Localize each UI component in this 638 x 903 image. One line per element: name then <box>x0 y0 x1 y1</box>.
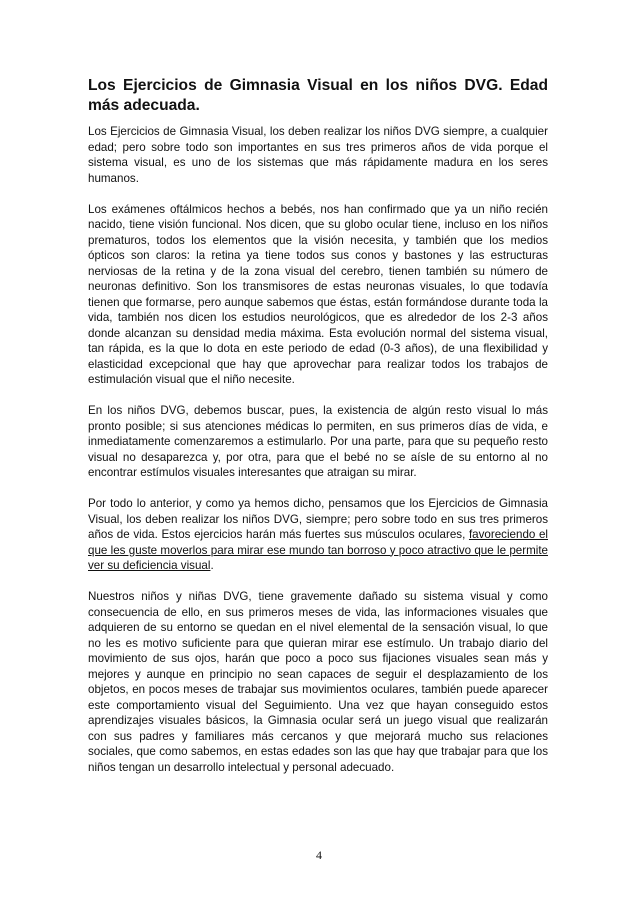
page-number: 4 <box>316 848 322 862</box>
paragraph-5: Nuestros niños y niñas DVG, tiene gravemente dañado su sistema visual y como consecuencia de ello, en sus primeros meses de vida, las informaciones visuales que adquieren de su entorno se quedan en el nivel elemental de la sensación visual, lo que no les es motivo suficiente para que quieran mirar ese estímulo. Un trabajo diario del movimiento de sus ojos, harán que poco a poco sus fijaciones visuales sean más y mejores y aunque en principio no sean capaces de seguir el desplazamiento de los objetos, en pocos meses de trabajar sus movimientos oculares, también puede aparecer este comportamiento visual del Seguimiento. Una vez que hayan conseguido estos aprendizajes visuales básicos, la Gimnasia ocular será un juego visual que realizarán con sus padres y familiares más cercanos y que mejorará mucho sus relaciones sociales, que como sabemos, en estas edades son las que hay que trabajar para que los niños tengan un desarrollo intelectual y personal adecuado. <box>88 590 548 774</box>
paragraph-1: Los Ejercicios de Gimnasia Visual, los deben realizar los niños DVG siempre, a cualquier edad; pero sobre todo son importantes en sus tres primeros años de vida porque el sistema visual, es uno de los sistemas que más rápidamente madura en los seres humanos. <box>88 125 548 185</box>
document-title: Los Ejercicios de Gimnasia Visual en los niños DVG. Edad más adecuada. <box>88 77 548 114</box>
underlined-passage: favoreciendo el que les guste moverlos para mirar ese mundo tan borroso y poco atractivo que le permite ver su deficiencia visual <box>88 528 549 572</box>
paragraph-4-text: Por todo lo anterior, y como ya hemos dicho, pensamos que los Ejercicios de Gimnasia Visual, los deben realizar los niños DVG, siempre; pero sobre todo en sus tres primeros años de vida. Estos ejercicios harán más fuertes sus músculos oculares, <box>88 497 548 541</box>
paragraph-4-end: . <box>210 559 214 572</box>
paragraph-3: En los niños DVG, debemos buscar, pues, la existencia de algún resto visual lo más pronto posible; si sus atenciones médicas lo permiten, en sus primeros días de vida, e inmediatamente comenzaremos a estimularlo. Por una parte, para que su pequeño resto visual no desaparezca y, por otra, para que el bebé no se aísle de su entorno al no encontrar estímulos visuales interesantes que atraigan su mirar. <box>88 404 548 479</box>
paragraph-2: Los exámenes oftálmicos hechos a bebés, nos han confirmado que ya un niño recién nacido, tiene visión funcional. Nos dicen, que su globo ocular tiene, incluso en los niños prematuros, todos los elementos que la visión necesita, y también que los medios ópticos son claros: la retina ya tiene todos sus conos y bastones y las estructuras nerviosas de la retina y de la zona visual del cerebro, tienen también su número de neuronas definitivo. Son los transmisores de estas neuronas visuales, lo que todavía tienen que formarse, pero aunque sabemos que éstas, están formándose durante toda la vida, también nos dicen los estudios neurológicos, que es alrededor de los 2-3 años donde alcanzan su densidad media máxima. Esta evolución normal del sistema visual, tan rápida, es la que lo dota en este periodo de edad (0-3 años), de una flexibilidad y elasticidad excepcional que hay que aprovechar para realizar todos los trabajos de estimulación visual que el niño necesite. <box>88 202 548 386</box>
paragraph-4 <box>88 496 548 574</box>
document-page <box>88 76 548 791</box>
